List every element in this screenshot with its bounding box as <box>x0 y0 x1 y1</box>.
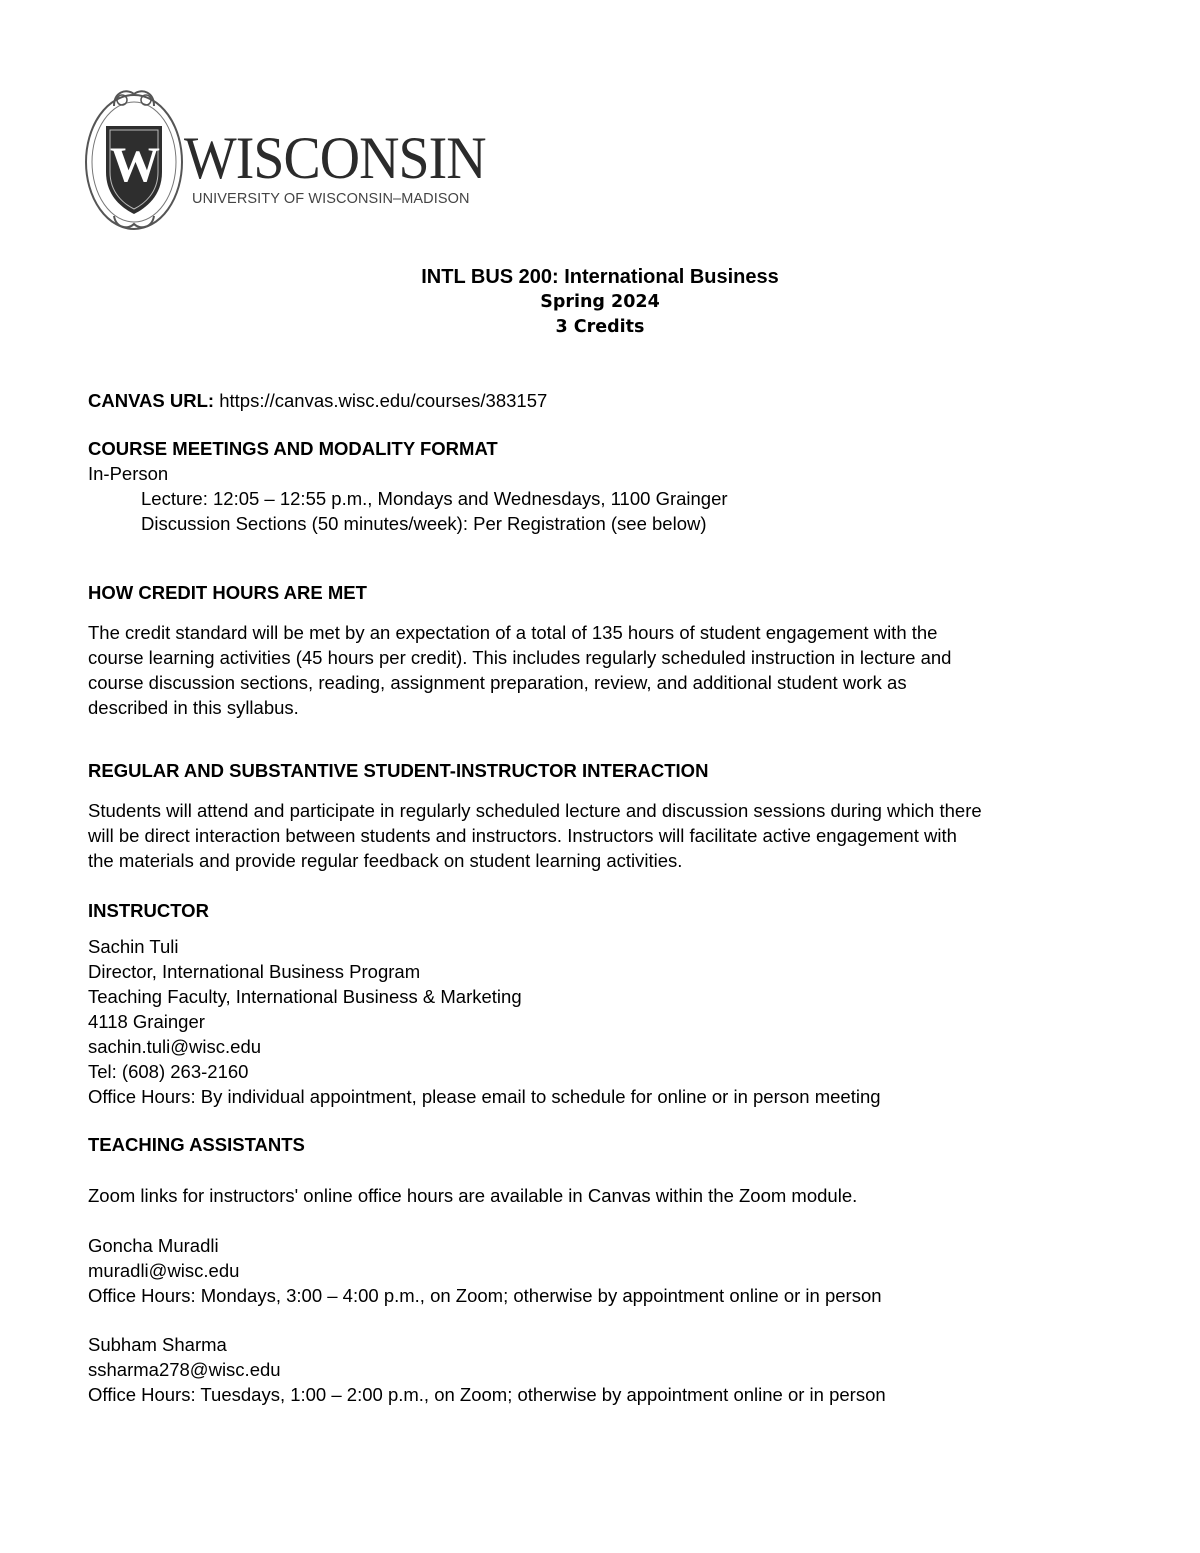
paragraph-line: Students will attend and participate in regularly scheduled lecture and discussion sessions during which there <box>88 800 982 821</box>
canvas-url-line <box>88 388 547 413</box>
zoom-note: Zoom links for instructors' online office hours are available in Canvas within the Zoom module. <box>88 1185 858 1206</box>
instructor-phone: Tel: (608) 263-2160 <box>88 1061 249 1082</box>
ta-name: Goncha Muradli <box>88 1235 219 1256</box>
credit-hours-paragraph <box>88 620 1148 720</box>
paragraph-line: The credit standard will be met by an expectation of a total of 135 hours of student engagement with the <box>88 622 938 643</box>
instructor-email[interactable]: sachin.tuli@wisc.edu <box>88 1036 262 1057</box>
crest-letter: W <box>110 136 160 192</box>
tas-heading: TEACHING ASSISTANTS <box>88 1134 305 1155</box>
paragraph-line: course learning activities (45 hours per credit). This includes regularly scheduled instruction in lecture and <box>88 647 952 668</box>
ta-email[interactable]: ssharma278@wisc.edu <box>88 1359 281 1380</box>
interaction-paragraph <box>88 798 1148 873</box>
ta-office-hours: Office Hours: Tuesdays, 1:00 – 2:00 p.m., on Zoom; otherwise by appointment online or in person <box>88 1384 886 1405</box>
logo-subtitle: UNIVERSITY OF WISCONSIN–MADISON <box>192 191 470 207</box>
instructor-title-faculty: Teaching Faculty, International Business & Marketing <box>88 986 522 1007</box>
course-term: Spring 2024 <box>540 292 660 312</box>
instructor-title-director: Director, International Business Program <box>88 961 421 982</box>
credit-hours-heading: HOW CREDIT HOURS ARE MET <box>88 582 367 603</box>
instructor-office: 4118 Grainger <box>88 1011 205 1032</box>
instructor-heading: INSTRUCTOR <box>88 900 209 921</box>
course-title: INTL BUS 200: International Business <box>421 266 779 288</box>
logo-wordmark: WISCONSIN <box>184 125 486 191</box>
ta-office-hours: Office Hours: Mondays, 3:00 – 4:00 p.m., on Zoom; otherwise by appointment online or in person <box>88 1285 882 1306</box>
ta-name: Subham Sharma <box>88 1334 227 1355</box>
course-credits: 3 Credits <box>555 317 645 337</box>
meetings-modality: In-Person <box>88 463 169 484</box>
paragraph-line: course discussion sections, reading, assignment preparation, review, and additional student work as <box>88 672 907 693</box>
uw-madison-logo <box>84 84 524 234</box>
interaction-heading: REGULAR AND SUBSTANTIVE STUDENT-INSTRUCTOR INTERACTION <box>88 760 709 781</box>
course-title-block <box>0 264 1200 340</box>
meetings-discussion: Discussion Sections (50 minutes/week): Per Registration (see below) <box>141 513 707 534</box>
instructor-office-hours: Office Hours: By individual appointment, please email to schedule for online or in person meeting <box>88 1086 881 1107</box>
canvas-url-link[interactable]: https://canvas.wisc.edu/courses/383157 <box>219 390 548 411</box>
meetings-heading: COURSE MEETINGS AND MODALITY FORMAT <box>88 438 498 459</box>
instructor-name: Sachin Tuli <box>88 936 179 957</box>
paragraph-line: will be direct interaction between students and instructors. Instructors will facilitate active engagement with <box>88 825 957 846</box>
paragraph-line: described in this syllabus. <box>88 697 299 718</box>
meetings-lecture: Lecture: 12:05 – 12:55 p.m., Mondays and Wednesdays, 1100 Grainger <box>141 488 728 509</box>
canvas-url-label: CANVAS URL: <box>88 390 215 411</box>
paragraph-line: the materials and provide regular feedback on student learning activities. <box>88 850 683 871</box>
ta-email[interactable]: muradli@wisc.edu <box>88 1260 240 1281</box>
